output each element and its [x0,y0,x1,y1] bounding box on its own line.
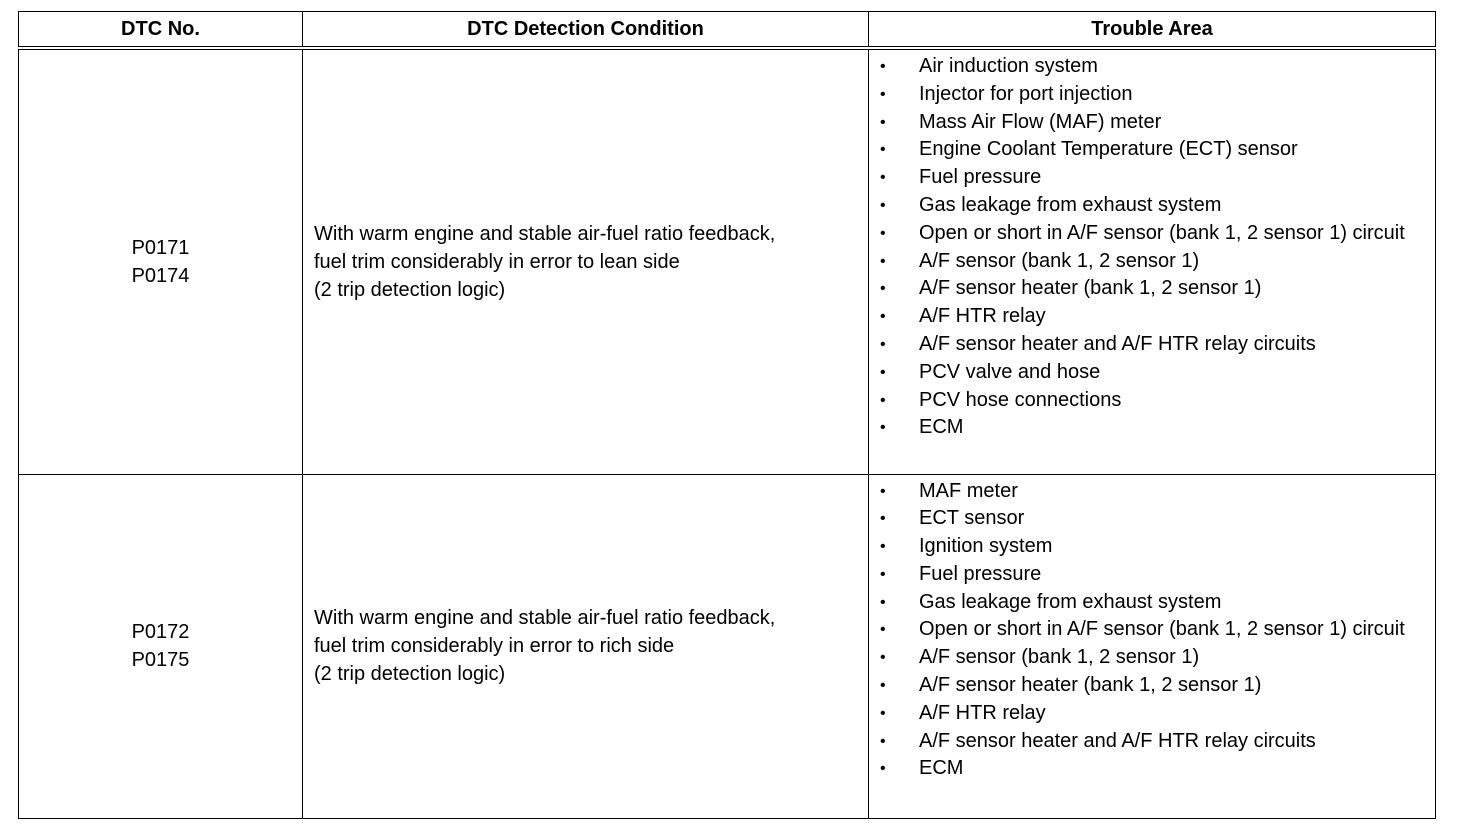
dtc-code: P0175 [131,649,190,671]
trouble-area-item [869,81,1435,109]
header-row [19,12,1436,49]
dtc-code: P0171 [131,236,190,259]
trouble-area-text: Ignition system [919,535,1053,558]
trouble-area-item [869,192,1435,220]
trouble-area-text: A/F sensor heater and A/F HTR relay circuits [919,332,1316,355]
trouble-area-text: Injector for port injection [919,82,1133,105]
trouble-area-item [869,164,1435,192]
trouble-area-item [869,700,1435,728]
trouble-area-text: ECM [919,757,964,780]
bullet-icon: • [880,649,886,667]
trouble-area-text: Fuel pressure [919,562,1042,585]
trouble-area-text: A/F HTR relay [919,701,1046,724]
dtc-code-cell [19,474,303,818]
trouble-area-text: Gas leakage from exhaust system [919,590,1222,613]
bullet-icon: • [880,565,886,583]
trouble-area-item [869,561,1435,589]
trouble-area-item [869,414,1435,442]
bullet-icon: • [880,308,886,326]
bullet-icon: • [880,760,886,778]
bullet-icon: • [880,58,886,75]
bullet-icon: • [880,391,886,409]
bullet-icon: • [880,85,886,103]
dtc-code: P0172 [131,621,190,643]
bullet-icon: • [880,363,886,381]
trouble-area-item [869,672,1435,700]
table-header [19,12,1436,49]
trouble-area-list [869,478,1435,784]
bullet-icon: • [880,538,886,556]
trouble-area-text: Open or short in A/F sensor (bank 1, 2 sensor 1) circuit [919,618,1405,641]
bullet-icon: • [880,621,886,639]
trouble-area-text: Open or short in A/F sensor (bank 1, 2 sensor 1) circuit [919,221,1405,244]
condition-line: fuel trim considerably in error to lean side [314,250,680,273]
trouble-area-item [869,331,1435,359]
trouble-area-item [869,387,1435,415]
trouble-area-item [869,505,1435,533]
condition-line: fuel trim considerably in error to rich side [314,635,675,657]
bullet-icon: • [880,252,886,270]
trouble-area-text: Engine Coolant Temperature (ECT) sensor [919,138,1298,161]
trouble-area-text: ECT sensor [919,507,1025,530]
trouble-area-text: Fuel pressure [919,166,1042,189]
trouble-area-text: Mass Air Flow (MAF) meter [919,110,1162,133]
trouble-area-item [869,109,1435,137]
bullet-icon: • [880,113,886,131]
table-row [19,474,1436,818]
trouble-area-item [869,616,1435,644]
bullet-icon: • [880,224,886,242]
header-dtc-no: DTC No. [19,12,303,49]
trouble-area-list [869,53,1435,442]
trouble-area-text: Air induction system [919,55,1098,77]
trouble-area-item [869,275,1435,303]
trouble-area-item [869,136,1435,164]
trouble-area-item [869,248,1435,276]
trouble-area-text: MAF meter [919,479,1018,502]
trouble-area-item [869,589,1435,617]
condition-line: With warm engine and stable air-fuel ratio feedback, [314,222,776,245]
trouble-area-item [869,533,1435,561]
trouble-area-item [869,478,1435,506]
condition-line: With warm engine and stable air-fuel ratio feedback, [314,607,776,629]
bullet-icon: • [880,141,886,159]
detection-condition-cell [303,48,869,474]
bullet-icon: • [880,196,886,214]
bullet-icon: • [880,704,886,722]
trouble-area-cell [869,474,1436,818]
header-detection-condition: DTC Detection Condition [303,12,869,49]
trouble-area-text: PCV valve and hose [919,360,1101,383]
trouble-area-text: A/F HTR relay [919,305,1046,328]
bullet-icon: • [880,482,886,500]
detection-condition-cell [303,474,869,818]
bullet-icon: • [880,593,886,611]
dtc-table [18,11,1436,819]
bullet-icon: • [880,335,886,353]
trouble-area-text: A/F sensor heater and A/F HTR relay circuits [919,729,1316,752]
trouble-area-item [869,728,1435,756]
table-body [19,48,1436,818]
trouble-area-text: A/F sensor (bank 1, 2 sensor 1) [919,646,1200,669]
bullet-icon: • [880,419,886,437]
trouble-area-text: A/F sensor heater (bank 1, 2 sensor 1) [919,674,1262,697]
trouble-area-text: ECM [919,416,964,439]
trouble-area-text: A/F sensor (bank 1, 2 sensor 1) [919,249,1200,272]
bullet-icon: • [880,677,886,695]
header-trouble-area: Trouble Area [869,12,1436,49]
trouble-area-text: A/F sensor heater (bank 1, 2 sensor 1) [919,277,1262,300]
trouble-area-item [869,644,1435,672]
bullet-icon: • [880,280,886,298]
trouble-area-text: PCV hose connections [919,388,1122,411]
condition-line: (2 trip detection logic) [314,278,506,301]
dtc-code-cell [19,48,303,474]
trouble-area-item [869,53,1435,81]
bullet-icon: • [880,169,886,187]
trouble-area-item [869,220,1435,248]
dtc-code: P0174 [131,264,190,287]
condition-line: (2 trip detection logic) [314,663,506,685]
table-row [19,48,1436,474]
bullet-icon: • [880,510,886,528]
trouble-area-item [869,303,1435,331]
bullet-icon: • [880,732,886,750]
trouble-area-item [869,359,1435,387]
trouble-area-text: Gas leakage from exhaust system [919,193,1222,216]
trouble-area-item [869,755,1435,783]
trouble-area-cell [869,48,1436,474]
